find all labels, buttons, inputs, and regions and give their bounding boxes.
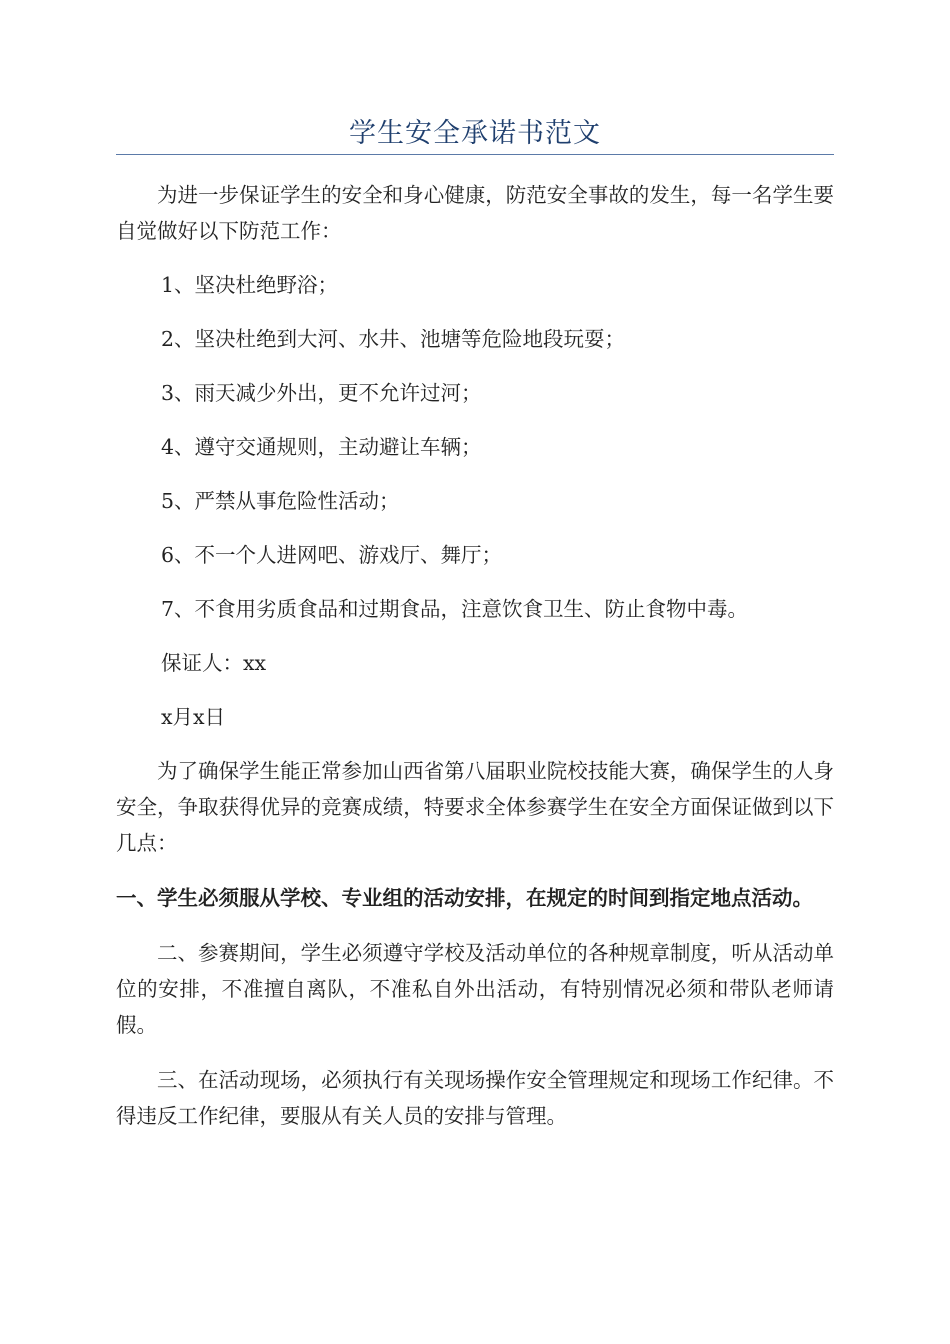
document-body <box>116 177 834 1134</box>
second-intro-paragraph: 为了确保学生能正常参加山西省第八届职业院校技能大赛，确保学生的人身安全，争取获得优异的竞赛成绩，特要求全体参赛学生在安全方面保证做到以下几点： <box>116 759 834 855</box>
list-item: 6、不一个人进网吧、游戏厅、舞厅； <box>161 543 503 567</box>
list-item: 4、遵守交通规则，主动避让车辆； <box>161 435 482 459</box>
document-title: 学生安全承诺书范文 <box>349 118 601 149</box>
point-two-paragraph: 二、参赛期间，学生必须遵守学校及活动单位的各种规章制度，听从活动单位的安排，不准擅自离队，不准私自外出活动，有特别情况必须和带队老师请假。 <box>116 941 834 1037</box>
title-underline <box>116 154 834 155</box>
list-item: 2、坚决杜绝到大河、水井、池塘等危险地段玩耍； <box>161 327 626 351</box>
intro-paragraph: 为进一步保证学生的安全和身心健康，防范安全事故的发生，每一名学生要自觉做好以下防范工作： <box>116 183 834 243</box>
date-line: x月x日 <box>161 705 226 729</box>
list-item: 3、雨天减少外出，更不允许过河； <box>161 381 482 405</box>
list-item: 5、严禁从事危险性活动； <box>161 489 400 513</box>
point-one-heading: 一、学生必须服从学校、专业组的活动安排，在规定的时间到指定地点活动。 <box>116 886 813 910</box>
guarantor-line: 保证人：xx <box>161 651 267 675</box>
list-item: 7、不食用劣质食品和过期食品，注意饮食卫生、防止食物中毒。 <box>161 597 749 621</box>
point-three-paragraph: 三、在活动现场，必须执行有关现场操作安全管理规定和现场工作纪律。不得违反工作纪律，要服从有关人员的安排与管理。 <box>116 1068 834 1128</box>
list-item: 1、坚决杜绝野浴； <box>161 273 339 297</box>
